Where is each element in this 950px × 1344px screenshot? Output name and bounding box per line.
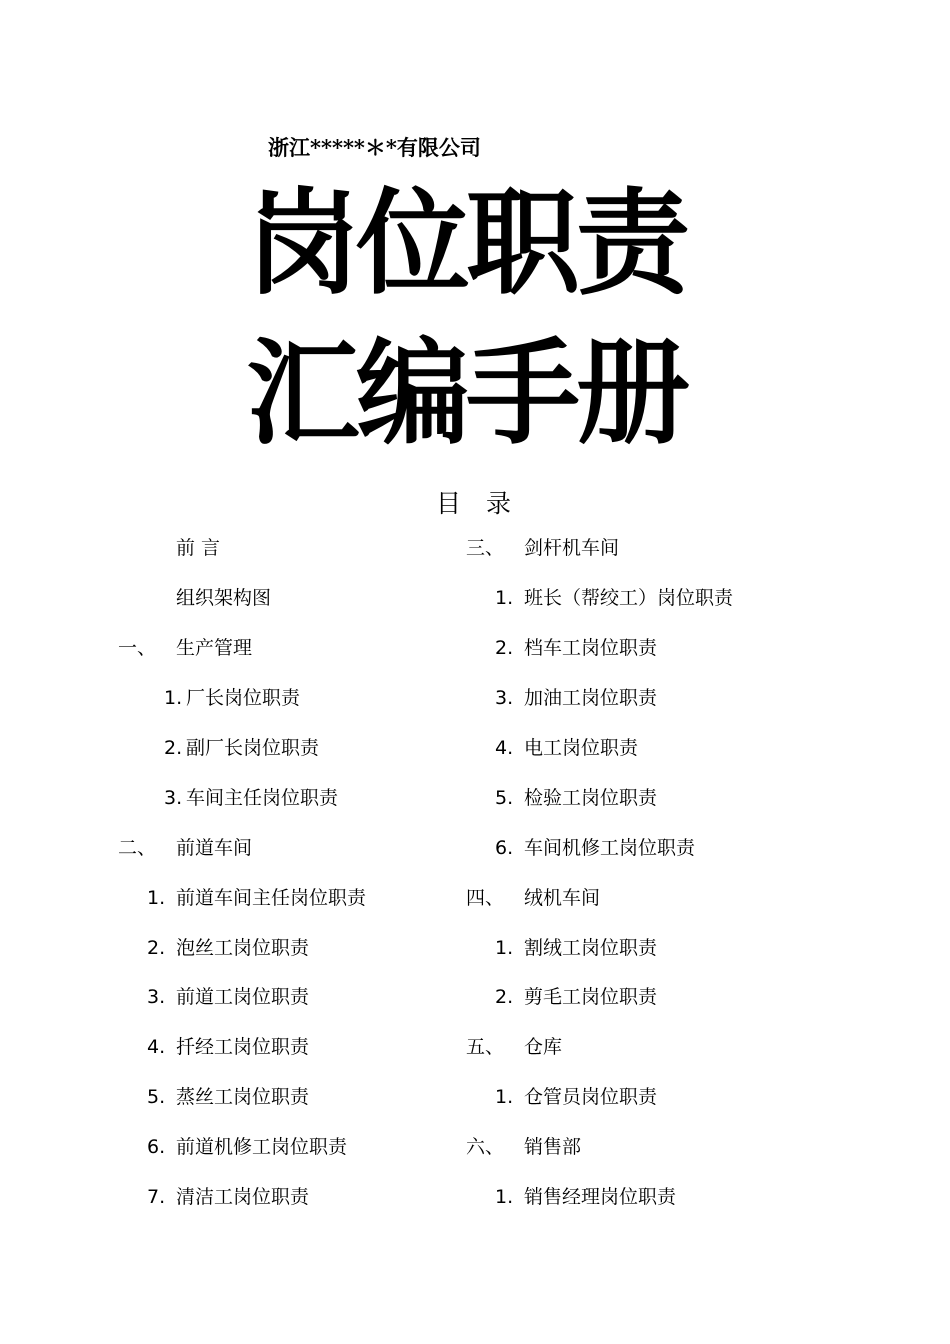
- toc-item-number: 3.: [495, 687, 514, 709]
- toc-section-number: 一、: [118, 637, 157, 659]
- toc-item-number: 4.: [147, 1036, 166, 1058]
- toc-item-label: 前道车间主任岗位职责: [176, 887, 367, 909]
- toc-item-label: 扦经工岗位职责: [176, 1036, 310, 1058]
- toc-item-number: 2.: [495, 986, 514, 1008]
- toc-item: [147, 1036, 310, 1058]
- document-title-line-2: 汇编手册: [246, 326, 687, 460]
- toc-section-label: 生产管理: [176, 637, 253, 659]
- toc-section-number: 三、: [466, 537, 505, 559]
- toc-item-number: 3.: [164, 787, 183, 809]
- toc-item-label: 组织架构图: [176, 587, 272, 609]
- toc-item: [495, 687, 658, 709]
- toc-item-number: 7.: [147, 1186, 166, 1208]
- toc-section-label: 前道车间: [176, 837, 253, 859]
- toc-section-number: 二、: [118, 837, 157, 859]
- toc-section-warehouse: [466, 1036, 563, 1058]
- toc-item-label: 泡丝工岗位职责: [176, 937, 310, 959]
- toc-item-label: 档车工岗位职责: [524, 637, 658, 659]
- toc-item-label: 割绒工岗位职责: [524, 937, 658, 959]
- toc-item-deputy-director: [164, 737, 320, 759]
- toc-item-label: 车间主任岗位职责: [186, 787, 339, 809]
- toc-item-number: 2.: [495, 637, 514, 659]
- toc-section-number: 五、: [466, 1036, 505, 1058]
- toc-section-number: 六、: [466, 1136, 505, 1158]
- toc-item-number: 6.: [147, 1136, 166, 1158]
- toc-item-label: 清洁工岗位职责: [176, 1186, 310, 1208]
- toc-item: [495, 637, 658, 659]
- toc-item-number: 3.: [147, 986, 166, 1008]
- toc-item: [495, 1186, 677, 1208]
- toc-item-label: 剪毛工岗位职责: [524, 986, 658, 1008]
- toc-item: [147, 1136, 348, 1158]
- toc-item-label: 车间机修工岗位职责: [524, 837, 696, 859]
- toc-item: [147, 1086, 310, 1108]
- toc-item: [147, 986, 310, 1008]
- toc-heading: 目 录: [436, 489, 512, 518]
- toc-item-label: 加油工岗位职责: [524, 687, 658, 709]
- toc-item: [495, 1086, 658, 1108]
- document-title-line-1: 岗位职责: [246, 176, 687, 310]
- toc-section-sales: [466, 1136, 582, 1158]
- toc-item-org-chart: [176, 589, 271, 608]
- toc-section-rapier-workshop: [466, 537, 620, 559]
- toc-item-label: 班长（帮绞工）岗位职责: [524, 587, 734, 609]
- toc-section-production: [118, 637, 253, 659]
- toc-item-workshop-director: [164, 787, 339, 809]
- toc-item: [147, 887, 367, 909]
- toc-item-label: 厂长岗位职责: [186, 687, 301, 709]
- toc-item: [147, 937, 310, 959]
- toc-item-number: 1.: [495, 1186, 514, 1208]
- toc-item-number: 1.: [147, 887, 166, 909]
- toc-item-label: 检验工岗位职责: [524, 787, 658, 809]
- toc-item-factory-director: [164, 687, 301, 709]
- toc-item-number: 6.: [495, 837, 514, 859]
- toc-item-label: 前道机修工岗位职责: [176, 1136, 348, 1158]
- toc-section-label: 绒机车间: [524, 887, 601, 909]
- toc-item-number: 1.: [495, 1086, 514, 1108]
- toc-item-number: 2.: [164, 737, 183, 759]
- toc-item: [495, 587, 734, 609]
- toc-item: [147, 1186, 310, 1208]
- toc-section-front-workshop: [118, 837, 253, 859]
- toc-item: [495, 737, 639, 759]
- toc-item-label: 副厂长岗位职责: [186, 737, 320, 759]
- toc-item-number: 1.: [495, 587, 514, 609]
- toc-item: [495, 986, 658, 1008]
- toc-item-label: 电工岗位职责: [524, 737, 639, 759]
- toc-item: [495, 787, 658, 809]
- toc-item-number: 5.: [495, 787, 514, 809]
- company-name: 浙江*****＊*有限公司: [268, 135, 481, 160]
- toc-item-label: 蒸丝工岗位职责: [176, 1086, 310, 1108]
- toc-item-label: 前道工岗位职责: [176, 986, 310, 1008]
- toc-item-label: 销售经理岗位职责: [524, 1186, 677, 1208]
- toc-item: [495, 937, 658, 959]
- toc-item: [495, 837, 696, 859]
- toc-item-number: 1.: [495, 937, 514, 959]
- toc-item-number: 5.: [147, 1086, 166, 1108]
- toc-item-number: 4.: [495, 737, 514, 759]
- toc-item-number: 1.: [164, 687, 183, 709]
- toc-section-label: 剑杆机车间: [524, 537, 620, 559]
- toc-section-label: 销售部: [524, 1136, 582, 1158]
- toc-item-preface: [176, 539, 220, 558]
- toc-section-velvet-workshop: [466, 887, 601, 909]
- toc-item-number: 2.: [147, 937, 166, 959]
- toc-item-label: 仓管员岗位职责: [524, 1086, 658, 1108]
- toc-item-label: 前 言: [176, 537, 221, 559]
- toc-section-label: 仓库: [524, 1036, 563, 1058]
- toc-section-number: 四、: [466, 887, 505, 909]
